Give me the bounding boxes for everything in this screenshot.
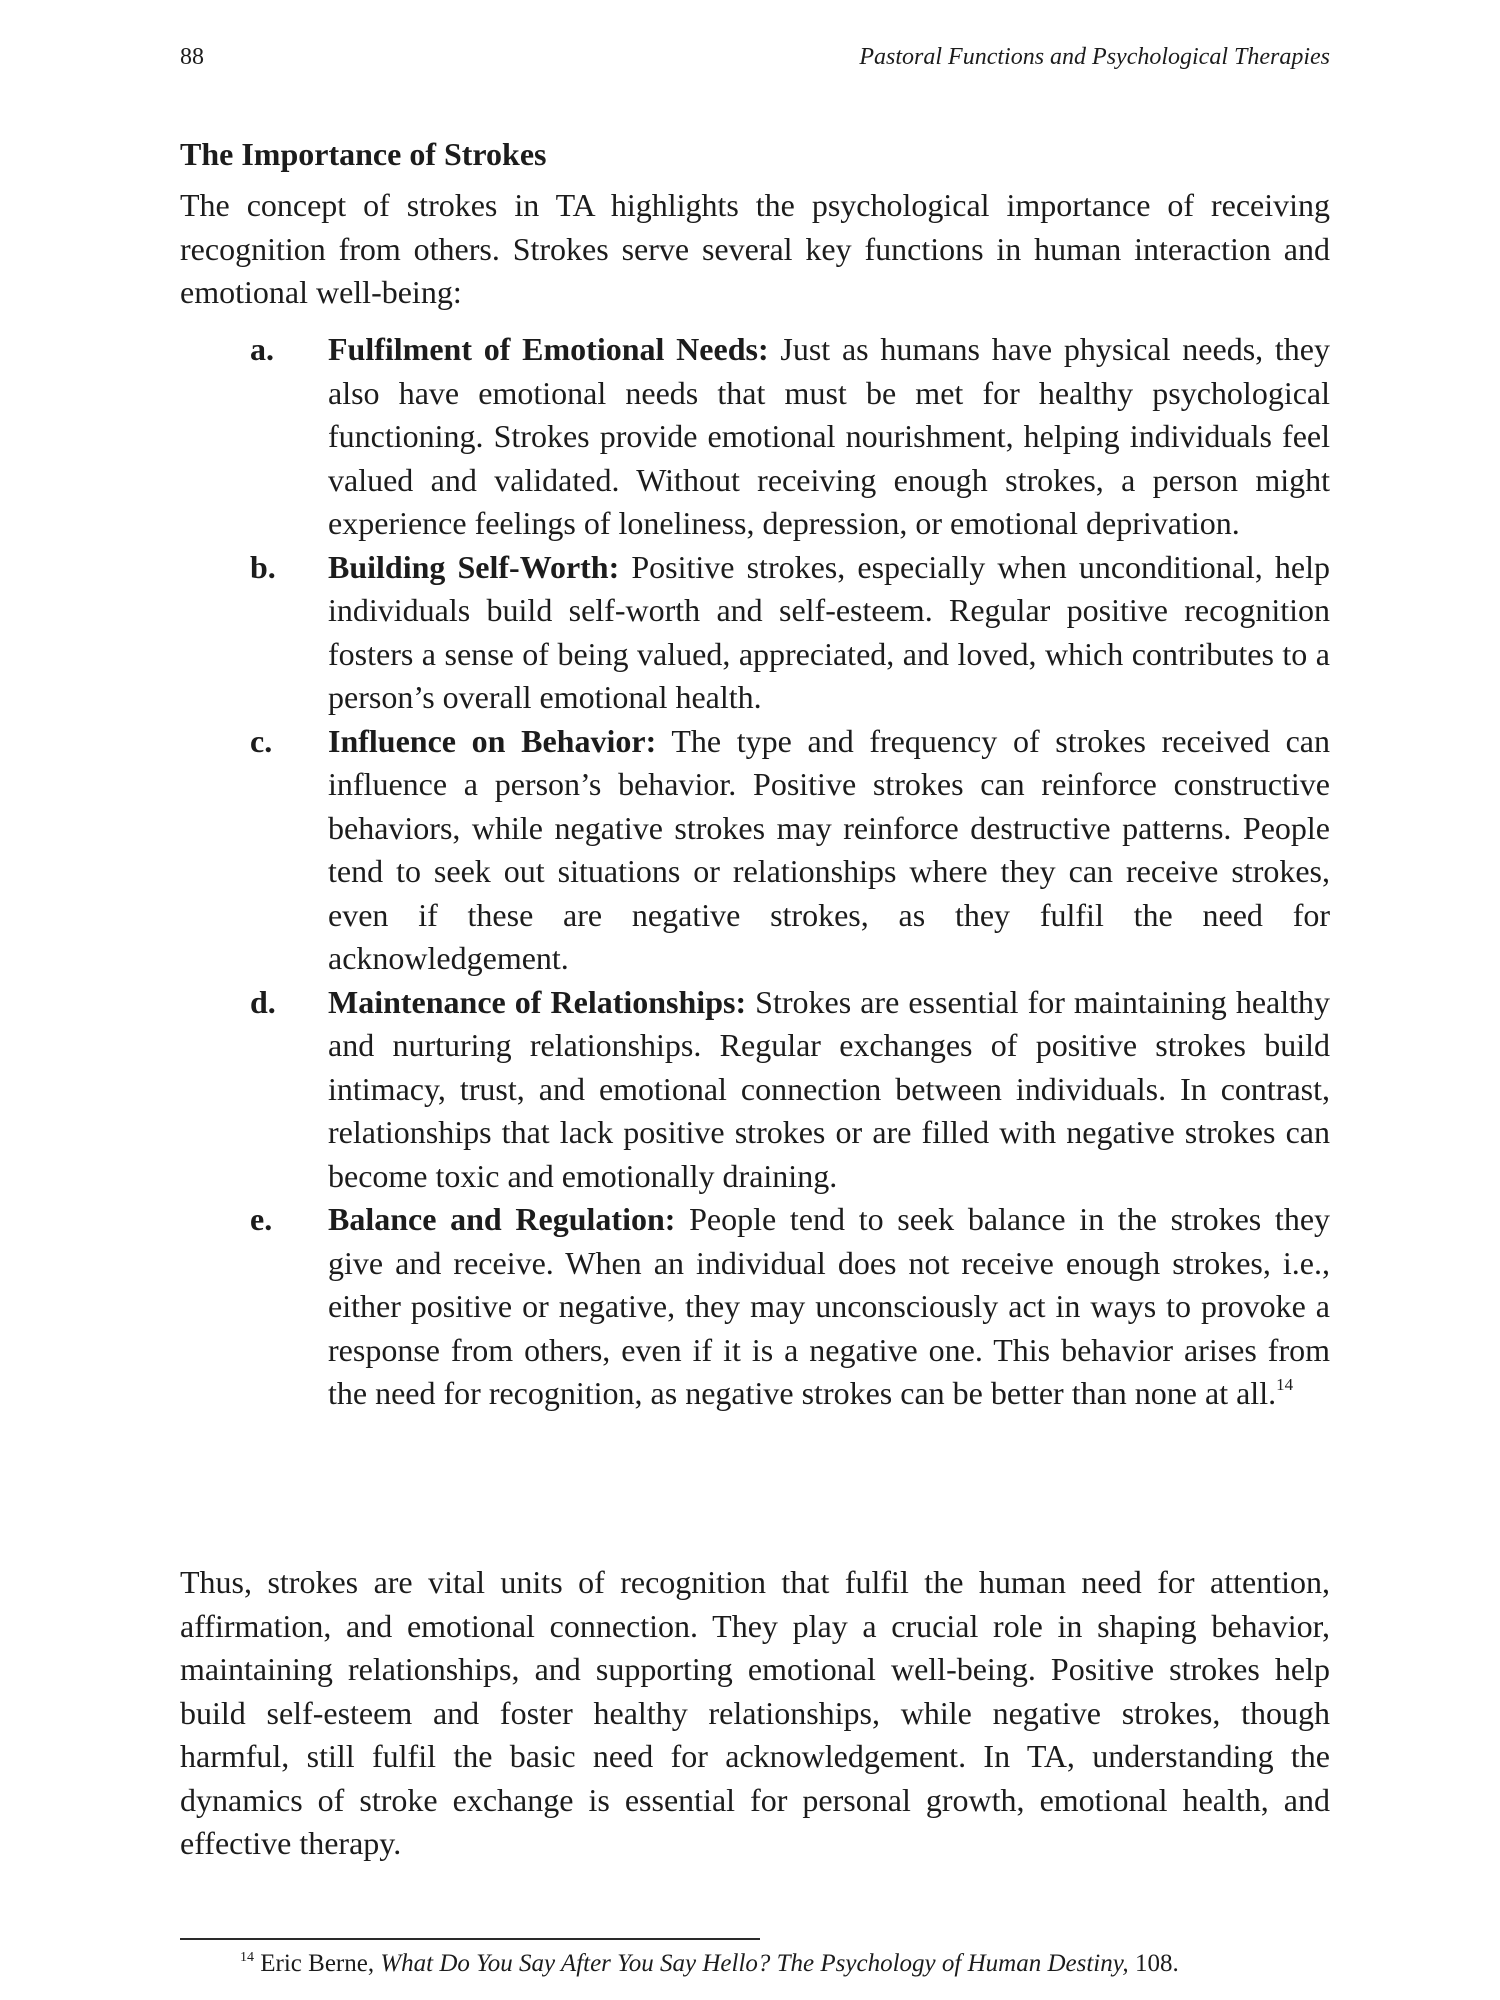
functions-list (250, 328, 1330, 1416)
list-item-letter: c. (250, 722, 273, 759)
page-number: 88 (180, 44, 204, 70)
footnote (240, 1950, 1179, 1978)
conclusion-paragraph: Thus, strokes are vital units of recognition that fulfil the human need for attention, affirmation, and emotional connection. They play a crucial role in shaping behavior, maintaining relationships, and supporting emotional well-being. Positive strokes help build self-esteem and foster healthy relationships, while negative strokes, though harmful, still fulfil the basic need for acknowledgement. In TA, understanding the dynamics of stroke exchange is essential for personal growth, emotional health, and effective therapy. (180, 1564, 1330, 1861)
list-item (250, 328, 1330, 546)
section-heading: The Importance of Strokes (180, 136, 547, 172)
list-item-text: The type and frequency of strokes received can influence a person’s behavior. Positive strokes can reinforce constructive behaviors, while negative strokes may reinforce destructive patterns. People tend to seek out situations or relationships where they can receive strokes, even if these are negative strokes, as they fulfil the need for acknowledgement. (328, 722, 1331, 976)
footnote-number: 14 (240, 1950, 254, 1965)
footnote-title: What Do You Say After You Say Hello? The Psychology of Human Destiny, (380, 1950, 1129, 1977)
book-page (180, 0, 1330, 2000)
footnote-page: 108. (1134, 1950, 1179, 1977)
footnote-reference: 14 (1276, 1375, 1294, 1394)
running-title: Pastoral Functions and Psychological Therapies (859, 44, 1330, 70)
list-item-text: Positive strokes, especially when unconditional, help individuals build self-worth and self-esteem. Regular positive recognition fosters a sense of being valued, appreciated, and loved, which contributes to a person’s overall emotional health. (328, 548, 1331, 715)
running-head (180, 44, 1330, 84)
list-item (250, 720, 1330, 981)
list-item-letter: d. (250, 983, 276, 1020)
list-item-title: Balance and Regulation: (328, 1201, 676, 1237)
list-item (250, 981, 1330, 1199)
list-item-title: Fulfilment of Emotional Needs: (328, 331, 769, 367)
list-item-title: Maintenance of Relationships: (328, 983, 747, 1020)
list-item-letter: a. (250, 331, 274, 367)
list-item-text: Strokes are essential for maintaining healthy and nurturing relationships. Regular exchanges of positive strokes build intimacy, trust, and emotional connection between individuals. In contrast, relationships that lack positive strokes or are filled with negative strokes can become toxic and emotionally draining. (328, 983, 1331, 1194)
list-item-title: Building Self-Worth: (328, 548, 620, 585)
list-item-title: Influence on Behavior: (328, 722, 657, 759)
footnote-divider (180, 1938, 760, 1940)
list-item-letter: b. (250, 548, 276, 585)
list-item (250, 1198, 1330, 1416)
footnote-author: Eric Berne, (260, 1950, 375, 1977)
intro-paragraph: The concept of strokes in TA highlights the psychological importance of receiving recognition from others. Strokes serve several key functions in human interaction and emotional well-being: (180, 187, 1330, 310)
list-item (250, 546, 1330, 720)
list-item-text: Just as humans have physical needs, they also have emotional needs that must be met for healthy psychological functioning. Strokes provide emotional nourishment, helping individuals feel valued and validated. Without receiving enough strokes, a person might experience feelings of loneliness, depression, or emotional deprivation. (328, 331, 1331, 541)
list-item-letter: e. (250, 1201, 273, 1237)
list-item-text: People tend to seek balance in the strokes they give and receive. When an individual does not receive enough strokes, i.e., either positive or negative, they may unconsciously act in ways to provoke a response from others, even if it is a negative one. This behavior arises from the need for recognition, as negative strokes can be better than none at all. (328, 1201, 1331, 1411)
